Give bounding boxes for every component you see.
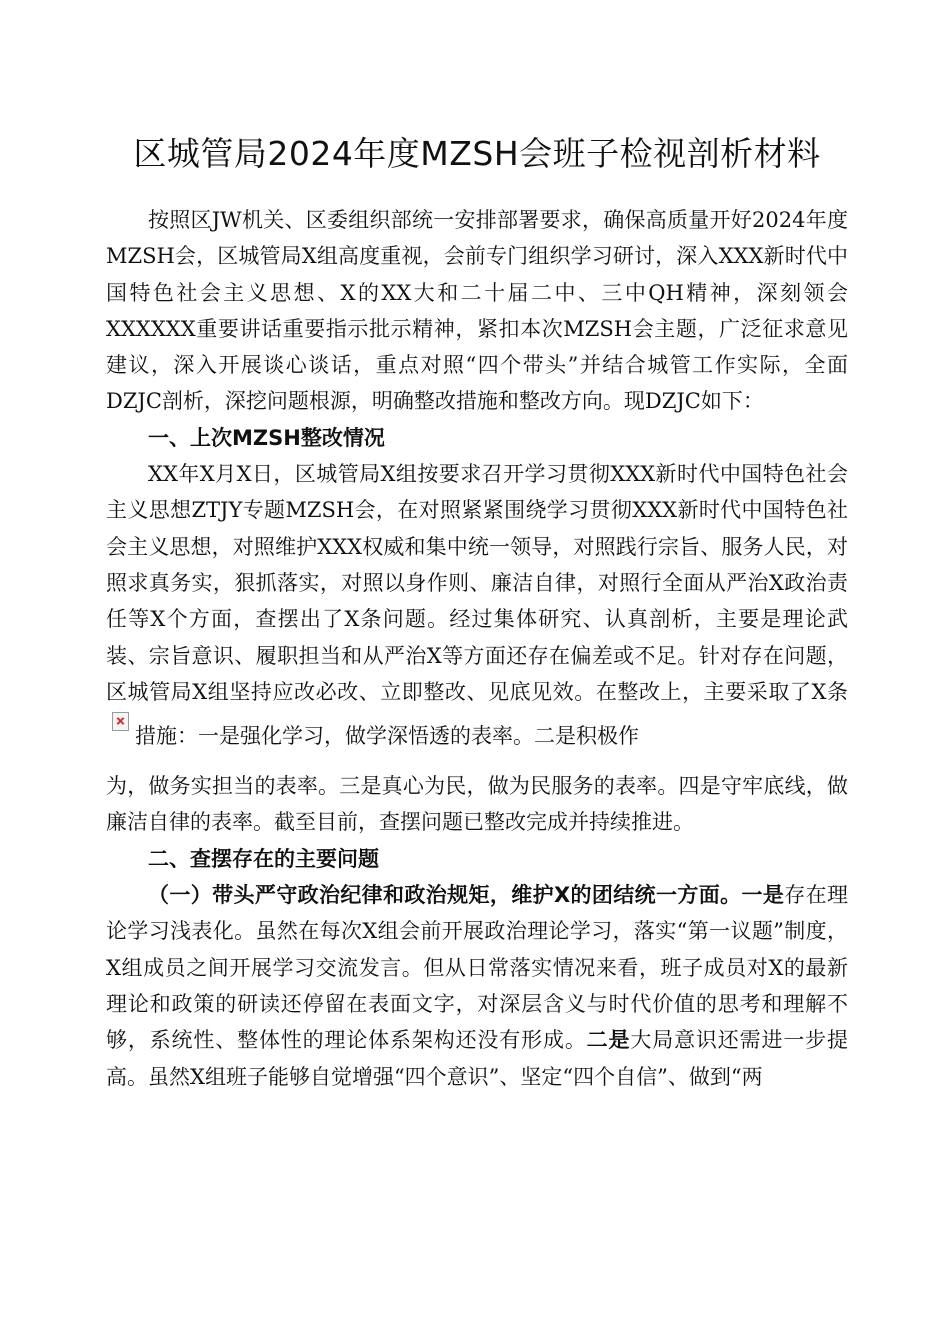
section2-sub1-text-a: 存在理论学习浅表化。虽然在每次X组会前开展政治理论学习，落实“第一议题”制度，X组成员之间开展学习交流发言。但从日常落实情况来看，班子成员对X的最新理论和政策的研读还停留在表面文字，对深层含义与时代价值的思考和理解不够，系统性、整体性的理论体系架构还没有形成。 xyxy=(106,883,848,1053)
section1-continued-paragraph: 为，做务实担当的表率。三是真心为民，做为民服务的表率。四是守牢底线，做廉洁自律的表率。截至目前，查摆问题已整改完成并持续推进。 xyxy=(106,774,848,835)
document-page xyxy=(106,128,848,1095)
section2-heading: 二、查摆存在的主要问题 xyxy=(148,846,379,871)
document-title: 区城管局2024年度MZSH会班子检视剖析材料 xyxy=(133,134,821,173)
intro-paragraph: 按照区JW机关、区委组织部统一安排部署要求，确保高质量开好2024年度MZSH会，区城管局X组高度重视，会前专门组织学习研讨，深入XXX新时代中国特色社会主义思想、X的XX大和二十届二中、三中QH精神，深刻领会XXXXXX重要讲话重要指示批示精神，紧扣本次MZSH会主题，广泛征求意见建议，深入开展谈心谈话，重点对照“四个带头”并结合城管工作实际，全面DZJC剖析，深挖问题根源，明确整改措施和整改方向。现DZJC如下： xyxy=(106,208,848,414)
section2-sub1-point2-label: 二是 xyxy=(586,1028,631,1053)
section1-text: XX年X月X日，区城管局X组按要求召开学习贯彻XXX新时代中国特色社会主义思想ZTJY专题MZSH会，在对照紧紧围绕学习贯彻XXX新时代中国特色社会主义思想，对照维护XXX权威和集中统一领导，对照践行宗旨、服务人民，对照求真务实，狠抓落实，对照以身作则、廉洁自律，对照行全面从严治X政治责任等X个方面，查摆出了X条问题。经过集体研究、认真剖析，主要是理论武装、宗旨意识、履职担当和从严治X等方面还存在偏差或不足。针对存在问题，区城管局X组坚持应改必改、立即整改、见底见效。在整改上，主要采取了X条 xyxy=(106,462,848,704)
section2-sub1-heading: （一）带头严守政治纪律和政治规矩，维护X的团结统一方面。一是 xyxy=(148,883,785,908)
section2-sub1-paragraph xyxy=(106,877,848,1095)
section2-sub1-text-b: 大局意识还需进一步提高。虽然X组班子能够自觉增强“四个意识”、坚定“四个自信”、做到“两 xyxy=(106,1028,849,1089)
broken-image-icon xyxy=(112,712,129,731)
section1-text-after-image: 措施：一是强化学习，做学深悟透的表率。二是积极作 xyxy=(135,724,639,749)
section1-paragraph xyxy=(106,456,848,762)
section1-heading: 一、上次MZSH整改情况 xyxy=(148,425,385,450)
